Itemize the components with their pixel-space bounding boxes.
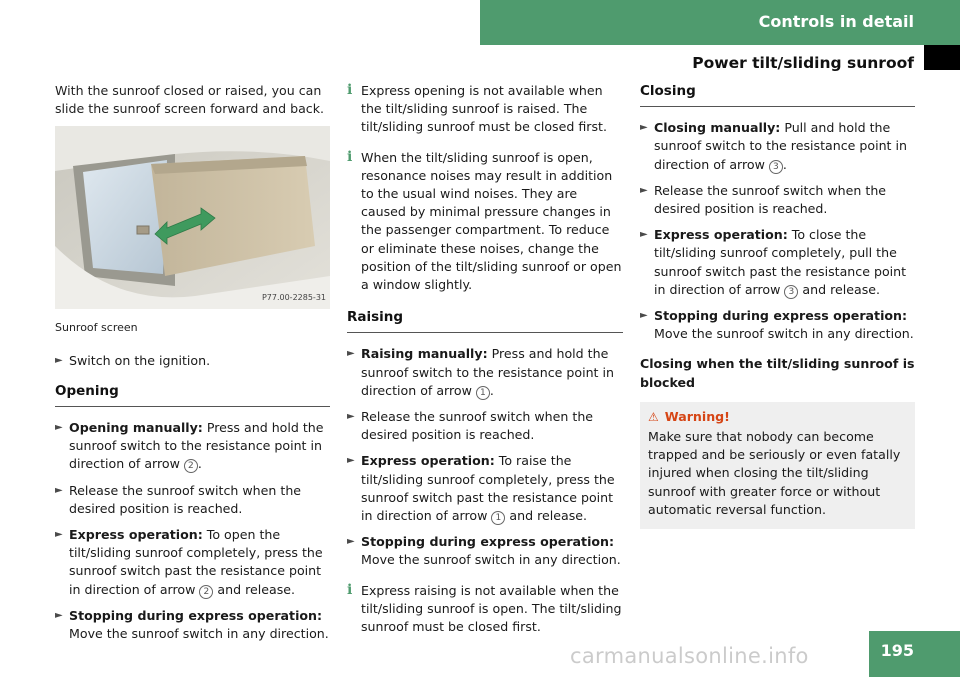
bullet-arrow-icon: ► — [640, 184, 648, 196]
warning-box — [640, 402, 915, 529]
intro-text: With the sunroof closed or raised, you can slide the sunroof screen forward and back. — [55, 83, 325, 117]
bullet-arrow-icon: ► — [55, 484, 63, 496]
bullet-closing-release: ► Release the sunroof switch when the desired position is reached. — [640, 182, 887, 217]
bullet-raising-manual: ► Raising manually: Press and hold the sunroof switch to the resistance point in direction of arrow 1 . — [347, 346, 614, 398]
bullet-arrow-icon: ► — [640, 229, 648, 241]
bullet-arrow-icon: ► — [55, 422, 63, 434]
bullet-arrow-icon: ► — [347, 348, 355, 360]
warning-text: Make sure that nobody can become trapped and be seriously or even fatally injured when closing the tilt/sliding sunroof with greater force or without automatic reversal function. — [648, 429, 901, 517]
heading-raising: Raising — [347, 308, 623, 333]
column-2 — [347, 82, 623, 648]
bullet-ignition: ► Switch on the ignition. — [55, 352, 330, 370]
info-express-raising: i Express raising is not available when the tilt/sliding sunroof is open. The tilt/sliding sunroof must be closed first. — [347, 581, 622, 635]
bullet-opening-express: ► Express operation: To open the tilt/sliding sunroof completely, press the sunroof switch past the resistance point in direction of arrow 2 and release. — [55, 527, 323, 597]
info-icon: i — [347, 581, 353, 598]
section-title-header: Controls in detail — [758, 12, 914, 31]
bullet-raising-express: ► Express operation: To raise the tilt/sliding sunroof completely, press the sunroof switch past the resistance point in direction of arrow 1 and release. — [347, 453, 615, 524]
arrow-3-marker: 3 — [784, 285, 798, 299]
watermark: carmanualsonline.info — [570, 644, 809, 668]
info-express-opening: i Express opening is not available when the tilt/sliding sunroof is raised. The tilt/sliding sunroof must be closed first. — [347, 82, 607, 135]
info-icon: i — [347, 148, 353, 165]
sunroof-illustration — [55, 126, 330, 309]
arrow-3-marker: 3 — [769, 160, 783, 174]
arrow-1-marker: 1 — [491, 511, 505, 525]
heading-closing: Closing — [640, 82, 915, 107]
bullet-arrow-icon: ► — [640, 122, 648, 134]
arrow-1-marker: 1 — [476, 386, 490, 400]
bullet-opening-manual: ► Opening manually: Press and hold the sunroof switch to the resistance point in direction of arrow 2 . — [55, 420, 324, 472]
info-icon: i — [347, 82, 353, 98]
bullet-opening-stop: ► Stopping during express operation: Move the sunroof switch in any direction. — [55, 607, 329, 642]
bullet-closing-manual: ► Closing manually: Pull and hold the sunroof switch to the resistance point in direction of arrow 3 . — [640, 120, 907, 172]
bullet-arrow-icon: ► — [640, 310, 648, 322]
bullet-raising-stop: ► Stopping during express operation: Move the sunroof switch in any direction. — [347, 534, 621, 568]
warning-icon: ⚠ — [648, 409, 659, 424]
sunroof-screen-image — [55, 126, 330, 309]
bullet-closing-express: ► Express operation: To close the tilt/sliding sunroof completely, pull the sunroof switch past the resistance point in direction of arrow 3 and release. — [640, 227, 907, 297]
bullet-closing-stop: ► Stopping during express operation: Move the sunroof switch in any direction. — [640, 308, 914, 342]
image-code: P77.00-2285-31 — [261, 293, 326, 303]
subsection-title-header: Power tilt/sliding sunroof — [692, 54, 914, 72]
heading-opening: Opening — [55, 382, 330, 407]
column-1 — [55, 82, 330, 651]
bullet-arrow-icon: ► — [347, 411, 355, 423]
column-3 — [640, 82, 915, 529]
bullet-arrow-icon: ► — [55, 609, 63, 621]
bullet-arrow-icon: ► — [55, 529, 63, 541]
bullet-raising-release: ► Release the sunroof switch when the desired position is reached. — [347, 409, 594, 443]
warning-title: ⚠ Warning! — [648, 408, 730, 424]
bullet-arrow-icon: ► — [347, 455, 355, 467]
bullet-opening-release: ► Release the sunroof switch when the desired position is reached. — [55, 482, 302, 516]
heading-blocked: Closing when the tilt/sliding sunroof is blocked — [640, 356, 915, 390]
arrow-2-marker: 2 — [184, 459, 198, 473]
bullet-arrow-icon: ► — [347, 536, 355, 548]
info-resonance: i When the tilt/sliding sunroof is open, resonance noises may result in addition to the usual wind noises. They are caused by minimal pressure changes in the passenger compartment. To reduce or eliminate these noises, change the position of the tilt/sliding sunroof or open a window slightly. — [347, 148, 622, 293]
image-caption: Sunroof screen — [55, 321, 138, 335]
arrow-2-marker: 2 — [199, 585, 213, 599]
page-number: 195 — [880, 641, 914, 660]
corner-marker — [924, 45, 960, 70]
bullet-arrow-icon: ► — [55, 354, 63, 366]
